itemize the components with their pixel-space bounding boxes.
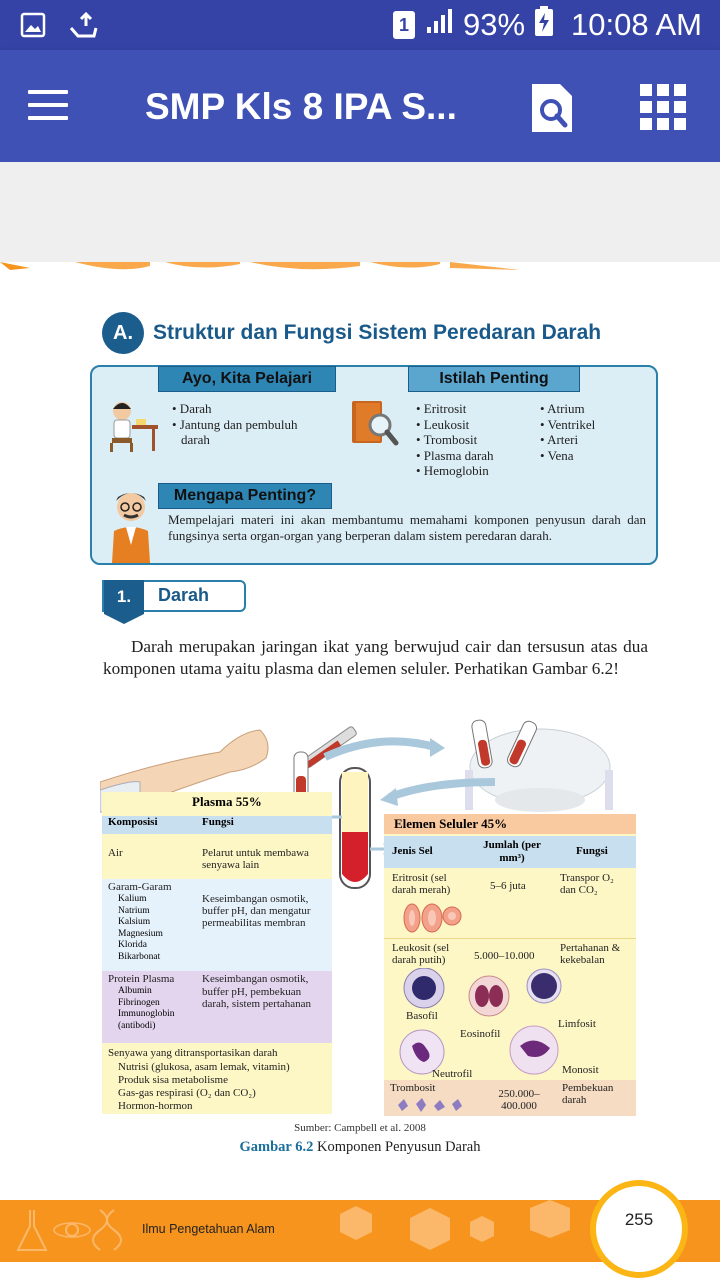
app-bar [0, 50, 720, 162]
ad-banner-area [0, 162, 720, 262]
section-1-title: Darah [158, 585, 210, 605]
eritrosit-label: Eritrosit (sel darah merah) [392, 872, 451, 896]
teacher-icon [106, 487, 156, 563]
battery-charging-icon [535, 6, 553, 44]
protein-item: (antibodi) [118, 1020, 156, 1031]
garam-item: Kalsium [118, 917, 151, 927]
blood-components-figure [0, 702, 720, 1172]
garam-item: Klorida [118, 940, 148, 950]
terms-tab: Istilah Penting [408, 366, 580, 392]
page-number: 255 [624, 1210, 654, 1229]
decorative-header-shapes [0, 262, 720, 276]
column-header: Jumlah (per mm³) [483, 839, 541, 864]
senyawa-item: Hormon-hormon [118, 1100, 193, 1112]
plasma-air-function: Pelarut untuk membawa senyawa lain [202, 847, 309, 871]
cell-label: Eosinofil [460, 1028, 501, 1040]
hexagon-decoration [320, 1200, 590, 1262]
garam-title: Garam-Garam [108, 881, 172, 893]
term-item: • Ventrikel [540, 416, 596, 432]
page-number-badge [590, 1180, 688, 1278]
protein-item: Fibrinogen [118, 997, 160, 1008]
subject-label: Ilmu Pengetahuan Alam [142, 1222, 275, 1236]
term-item: • Leukosit [416, 416, 470, 432]
term-item: • Atrium [540, 401, 585, 416]
download-icon [68, 12, 98, 43]
figure-caption [0, 1139, 720, 1156]
cell-label: Neutrofil [432, 1068, 473, 1080]
term-item: • Plasma darah [416, 447, 494, 463]
protein-list [118, 986, 174, 1032]
section-title: Struktur dan Fungsi Sistem Peredaran Darah [153, 321, 602, 344]
trombosit-count: 250.000–400.000 [498, 1088, 540, 1112]
app-title: SMP Kls 8 IPA S... [145, 86, 457, 127]
body-paragraph: Darah merupakan jaringan ikat yang berwujud cair dan tersusun atas dua komponen utama yaitu plasma dan elemen seluler. Perhatikan Gambar 6.2! [103, 637, 648, 678]
senyawa-list [118, 1061, 290, 1113]
apps-grid-icon[interactable] [640, 84, 686, 135]
senyawa-item: Produk sisa metabolisme [118, 1074, 228, 1086]
senyawa-title: Senyawa yang ditransportasikan darah [108, 1047, 278, 1059]
column-header: Fungsi [202, 816, 234, 828]
column-header: Komposisi [108, 816, 158, 828]
column-header: Fungsi [576, 845, 608, 857]
garam-item: Natrium [118, 905, 150, 916]
section-letter: A. [102, 312, 144, 354]
section-a-heading [102, 312, 601, 354]
leukosit-count: 5.000–10.000 [474, 950, 535, 962]
garam-function: Keseimbangan osmotik, buffer pH, dan mengatur permeabilitas membran [202, 893, 311, 929]
clock: 10:08 AM [571, 7, 702, 42]
eritrosit-count: 5–6 juta [490, 880, 526, 892]
plasma-title: Plasma 55% [192, 794, 262, 809]
signal-icon [425, 7, 453, 43]
science-icons-decoration [10, 1204, 130, 1258]
cellular-title: Elemen Seluler 45% [384, 814, 636, 834]
cell-label: Limfosit [558, 1018, 596, 1030]
figure-source: Sumber: Campbell et al. 2008 [294, 1122, 426, 1134]
leukosit-label: Leukosit (sel darah putih) [392, 942, 450, 966]
protein-item: Immunoglobin [118, 1009, 175, 1019]
protein-function: Keseimbangan osmotik, buffer pH, pembekuan darah, sistem pertahanan [202, 973, 312, 1010]
senyawa-item: Gas-gas respirasi (O₂ dan CO₂) [118, 1087, 256, 1099]
learn-item: • Darah [172, 401, 212, 416]
protein-row [102, 971, 332, 1043]
status-bar [0, 0, 720, 50]
senyawa-item: Nutrisi (glukosa, asam lemak, vitamin) [118, 1061, 290, 1073]
why-text: Mempelajari materi ini akan membantumu memahami komponen penyusun darah dan fungsinya serta organ-organ yang berperan dalam sistem peredaran darah. [168, 512, 646, 543]
term-item: • Eritrosit [416, 401, 467, 416]
test-tube-icon [338, 764, 372, 894]
battery-level: 93% [462, 7, 526, 42]
platelets-icon [394, 1096, 474, 1114]
menu-icon[interactable] [28, 90, 68, 122]
book-magnifier-icon [348, 397, 400, 449]
learn-tab: Ayo, Kita Pelajari [158, 366, 336, 392]
gallery-icon [20, 12, 46, 43]
trombosit-row [384, 1080, 636, 1116]
learn-item: • Jantung dan pembuluh [172, 416, 298, 432]
section-number: 1. [104, 580, 144, 614]
red-blood-cells-icon [398, 900, 462, 936]
trombosit-label: Trombosit [390, 1082, 436, 1094]
term-item: • Hemoglobin [416, 463, 489, 478]
info-box [90, 365, 658, 565]
term-item: • Trombosit [416, 432, 478, 447]
caption-text: Komponen Penyusun Darah [316, 1139, 481, 1155]
eritrosit-function: Transpor O₂ dan CO₂ [560, 872, 614, 896]
cell-label: Basofil [406, 1010, 438, 1022]
sim-icon: 1 [393, 11, 415, 39]
book-page [0, 262, 720, 1280]
garam-list [118, 894, 163, 963]
learn-item: darah [181, 432, 210, 447]
protein-title: Protein Plasma [108, 973, 175, 985]
caption-label: Gambar 6.2 [239, 1139, 314, 1155]
term-item: • Arteri [540, 432, 579, 447]
garam-item: Kalium [118, 894, 147, 904]
garam-item: Magnesium [118, 928, 163, 939]
student-icon [102, 397, 160, 453]
garam-item: Bikarbonat [118, 951, 161, 962]
cellular-header [384, 836, 636, 868]
learn-list [172, 401, 342, 448]
leukosit-function: Pertahanan & kekebalan [560, 942, 621, 966]
plasma-table [102, 792, 332, 1114]
trombosit-function: Pembekuan darah [562, 1082, 614, 1106]
garam-row [102, 879, 332, 971]
plasma-air: Air [108, 847, 123, 859]
terms-list-1 [416, 401, 536, 479]
why-tab: Mengapa Penting? [158, 483, 332, 509]
column-header: Jenis Sel [392, 845, 433, 857]
section-1-heading [102, 580, 246, 612]
terms-list-2 [540, 401, 640, 463]
protein-item: Albumin [118, 986, 152, 996]
term-item: • Vena [540, 447, 574, 463]
cellular-elements-table [384, 814, 636, 1116]
document-search-icon[interactable] [528, 82, 576, 139]
plasma-header [102, 816, 332, 834]
cell-label: Monosit [562, 1064, 599, 1076]
